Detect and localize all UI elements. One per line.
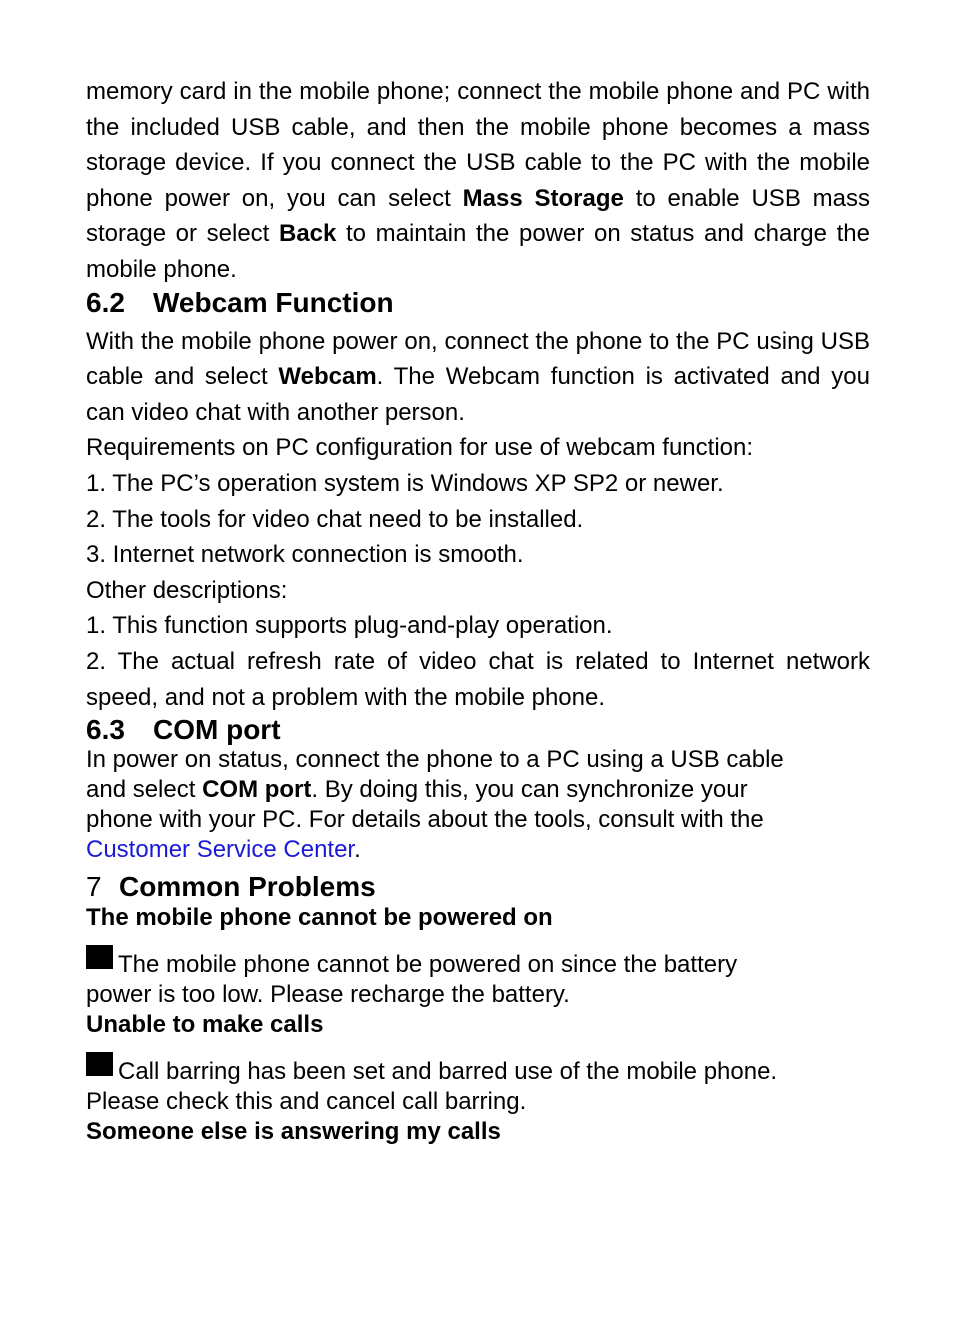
com-port-term: COM port <box>202 776 312 804</box>
problem-question: Unable to make calls <box>86 1011 324 1039</box>
requirement-item: 2. The tools for video chat need to be installed. <box>86 505 584 533</box>
com-text: . <box>354 836 361 864</box>
webcam-term: Webcam <box>278 363 377 391</box>
com-paragraph <box>86 745 870 865</box>
com-text: and select <box>86 776 203 804</box>
intro-text: memory card in the mobile phone; connect the mobile phone and PC with the included USB cable, and then the mobile phone becomes a mass storage device. If you connect the USB cable to the PC with the mobile phone power on, you can select <box>86 78 870 212</box>
other-description-item: 2. The actual refresh rate of video chat is related to Internet network speed, and not a problem with the mobile phone. <box>86 647 870 711</box>
section-title: COM port <box>153 714 281 746</box>
answer-text: Call barring has been set and barred use of the mobile phone. <box>118 1058 778 1086</box>
square-bullet-icon <box>86 1052 113 1076</box>
customer-service-link[interactable]: Customer Service Center <box>86 836 355 864</box>
section-heading-com <box>86 715 870 745</box>
answer-text: The mobile phone cannot be powered on since the battery <box>118 951 738 979</box>
problem-question: The mobile phone cannot be powered on <box>86 904 553 932</box>
chapter-number: 7 <box>86 871 102 903</box>
chapter-title: Common Problems <box>119 871 376 903</box>
requirement-item: 3. Internet network connection is smooth. <box>86 541 524 569</box>
intro-text: to maintain the power on status and charge the mobile phone. <box>86 220 870 283</box>
document-page <box>86 74 870 1147</box>
back-term: Back <box>278 220 337 248</box>
problem-question: Someone else is answering my calls <box>86 1118 501 1146</box>
webcam-text: With the mobile phone power on, connect the phone to the PC using USB cable and select <box>86 327 870 391</box>
requirements-intro: Requirements on PC configuration for use of webcam function: <box>86 434 754 462</box>
webcam-text: . The Webcam function is activated and you can video chat with another person. <box>86 363 870 426</box>
webcam-paragraph <box>86 324 870 431</box>
mass-storage-term: Mass Storage <box>462 184 624 212</box>
section-number: 6.3 <box>86 714 125 746</box>
section-number: 6.2 <box>86 286 125 318</box>
chapter-heading-problems <box>86 871 870 903</box>
problem-answer-cont: Please check this and cancel call barring. <box>86 1088 527 1116</box>
problem-answer <box>86 1052 870 1087</box>
problem-answer <box>86 945 870 980</box>
problem-answer-cont: power is too low. Please recharge the battery. <box>86 981 570 1009</box>
com-text: In power on status, connect the phone to a PC using a USB cable <box>86 746 784 774</box>
other-description-item: 1. This function supports plug-and-play operation. <box>86 612 613 640</box>
section-heading-webcam <box>86 288 870 318</box>
section-title: Webcam Function <box>153 286 394 318</box>
intro-text: to enable USB mass storage or select <box>86 184 871 248</box>
com-text: . By doing this, you can synchronize your <box>311 776 748 804</box>
other-descriptions-intro: Other descriptions: <box>86 576 288 604</box>
requirement-item: 1. The PC’s operation system is Windows XP SP2 or newer. <box>86 469 724 497</box>
square-bullet-icon <box>86 945 113 969</box>
intro-paragraph <box>86 74 870 288</box>
com-text: phone with your PC. For details about the tools, consult with the <box>86 806 764 834</box>
